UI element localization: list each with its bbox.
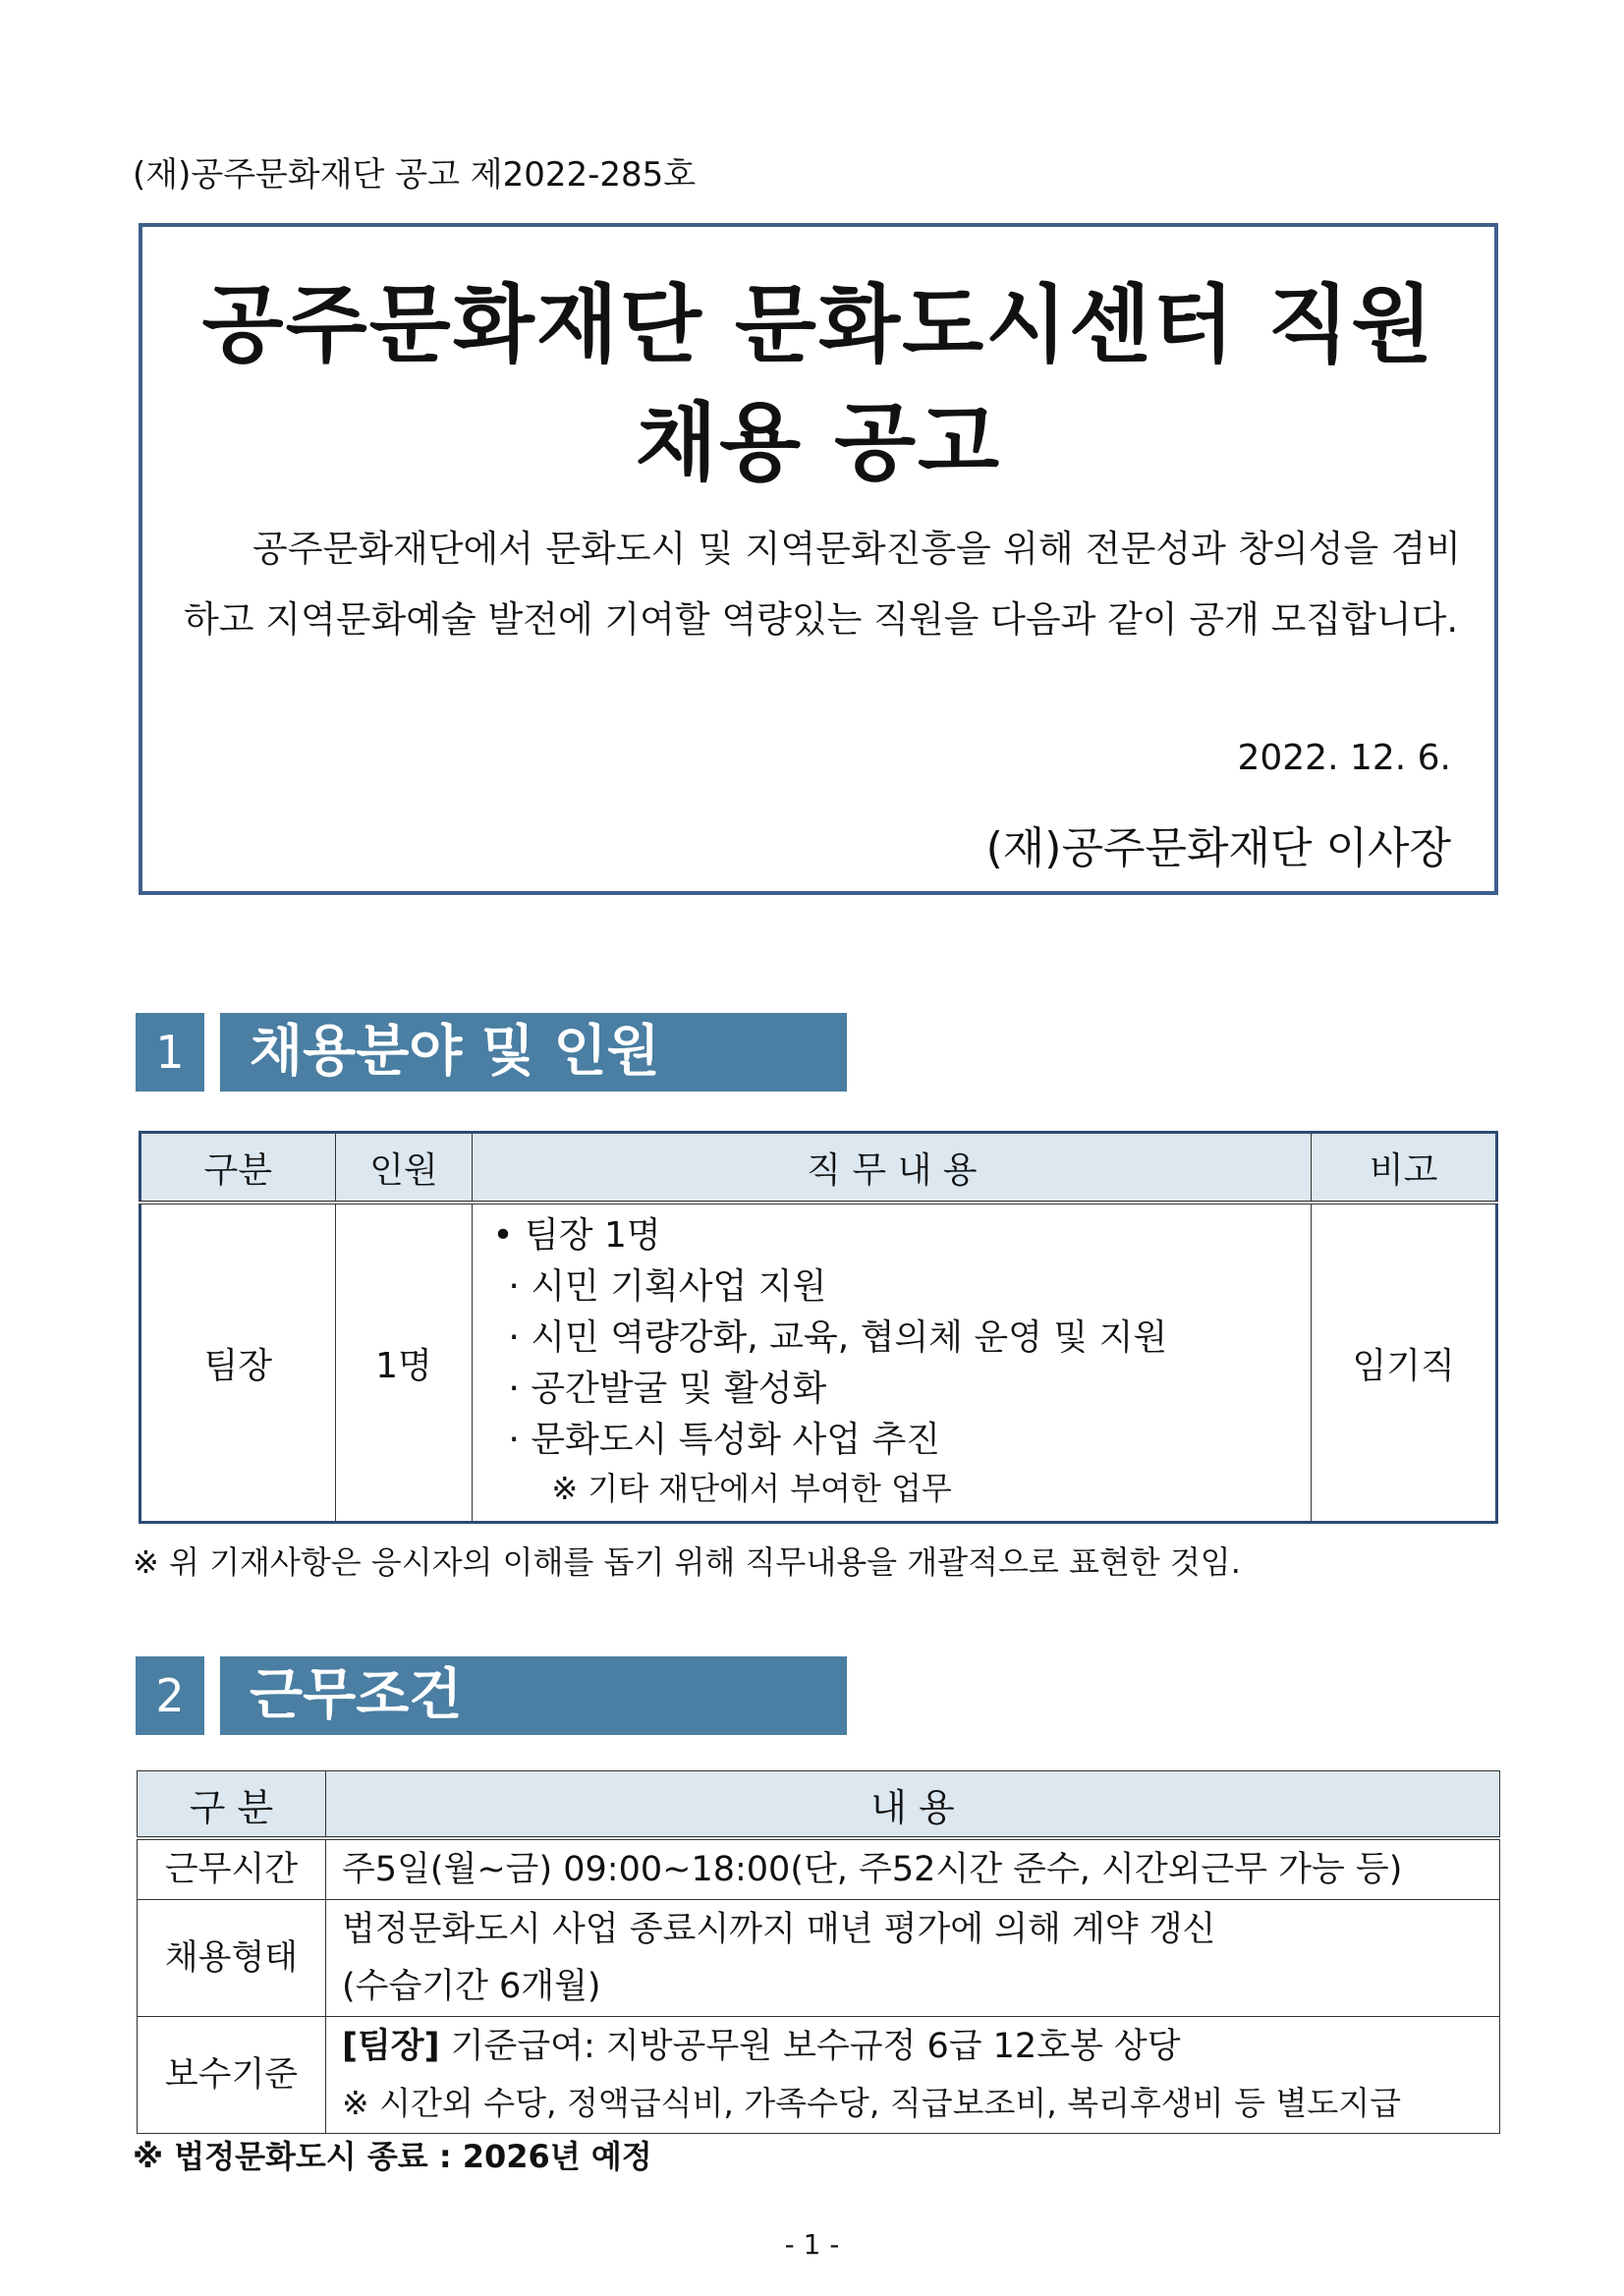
section1-title: 채용분야 및 인원 [220, 1013, 847, 1092]
content-line [342, 2018, 1498, 2075]
duty-head: • 팀장 1명 [492, 1215, 661, 1256]
intro-paragraph: 공주문화재단에서 문화도시 및 지역문화진흥을 위해 전문성과 창의성을 겸비하고 지역문화예술 발전에 기여할 역량있는 직원을 다음과 같이 공개 모집합니다. [184, 528, 1461, 641]
row-label: 채용형태 [138, 1900, 326, 2017]
row-count: 1명 [335, 1203, 473, 1523]
header-content: 내 용 [326, 1771, 1500, 1839]
section1-number: 1 [136, 1013, 204, 1092]
job-table [139, 1131, 1498, 1524]
content-text: 기준급여: 지방공무원 보수규정 6급 12호봉 상당 [439, 2027, 1181, 2066]
page-number: - 1 - [784, 2228, 840, 2261]
row-remark: 임기직 [1312, 1203, 1497, 1523]
header-category: 구분 [140, 1133, 336, 1204]
table-row [138, 2017, 1500, 2134]
header-remark: 비고 [1312, 1133, 1497, 1204]
duty-item: · 공간발굴 및 활성화 [508, 1369, 827, 1409]
section2-title: 근무조건 [220, 1656, 847, 1735]
content-line: 주5일(월~금) 09:00~18:00(단, 주52시간 준수, 시간외근무 가능 등) [342, 1850, 1403, 1889]
bold-prefix: [팀장] [342, 2027, 440, 2066]
content-line: ※ 시간외 수당, 정액급식비, 가족수당, 직급보조비, 복리후생비 등 별도지급 [342, 2084, 1401, 2122]
section2-footnote: ※ 법정문화도시 종료 : 2026년 예정 [133, 2138, 652, 2175]
table-row [140, 1203, 1497, 1523]
conditions-header [138, 1771, 1500, 1839]
issuer: (재)공주문화재단 이사장 [985, 823, 1451, 873]
row-content [326, 1900, 1500, 2017]
content-line: (수습기간 6개월) [342, 1967, 601, 2006]
job-table-header [140, 1133, 1497, 1204]
table-row [138, 1900, 1500, 2017]
title-box [139, 223, 1498, 895]
content-line: 법정문화도시 사업 종료시까지 매년 평가에 의해 계약 갱신 [342, 1910, 1216, 1949]
conditions-table [137, 1770, 1500, 2134]
header-label: 구 분 [138, 1771, 326, 1839]
duty-item: · 문화도시 특성화 사업 추진 [508, 1420, 941, 1460]
duty-note: ※ 기타 재단에서 부여한 업무 [551, 1470, 952, 1507]
notice-date: 2022. 12. 6. [1237, 738, 1451, 778]
row-label: 근무시간 [138, 1838, 326, 1900]
section1-footnote: ※ 위 기재사항은 응시자의 이해를 돕기 위해 직무내용을 개괄적으로 표현한 것임. [133, 1543, 1241, 1581]
section2-number: 2 [136, 1656, 204, 1735]
duty-item: · 시민 기획사업 지원 [508, 1266, 827, 1307]
row-label: 보수기준 [138, 2017, 326, 2134]
row-content [326, 1838, 1500, 1900]
duty-item: · 시민 역량강화, 교육, 협의체 운영 및 지원 [508, 1317, 1168, 1358]
notice-number: (재)공주문화재단 공고 제2022-285호 [133, 155, 697, 195]
row-content [326, 2017, 1500, 2134]
page-title-line1: 공주문화재단 문화도시센터 직원 [201, 276, 1435, 374]
row-category: 팀장 [140, 1203, 336, 1523]
header-duties: 직 무 내 용 [473, 1133, 1312, 1204]
row-duties [473, 1203, 1312, 1523]
header-count: 인원 [335, 1133, 473, 1204]
table-row [138, 1838, 1500, 1900]
page-title-line2: 채용 공고 [635, 394, 1002, 492]
